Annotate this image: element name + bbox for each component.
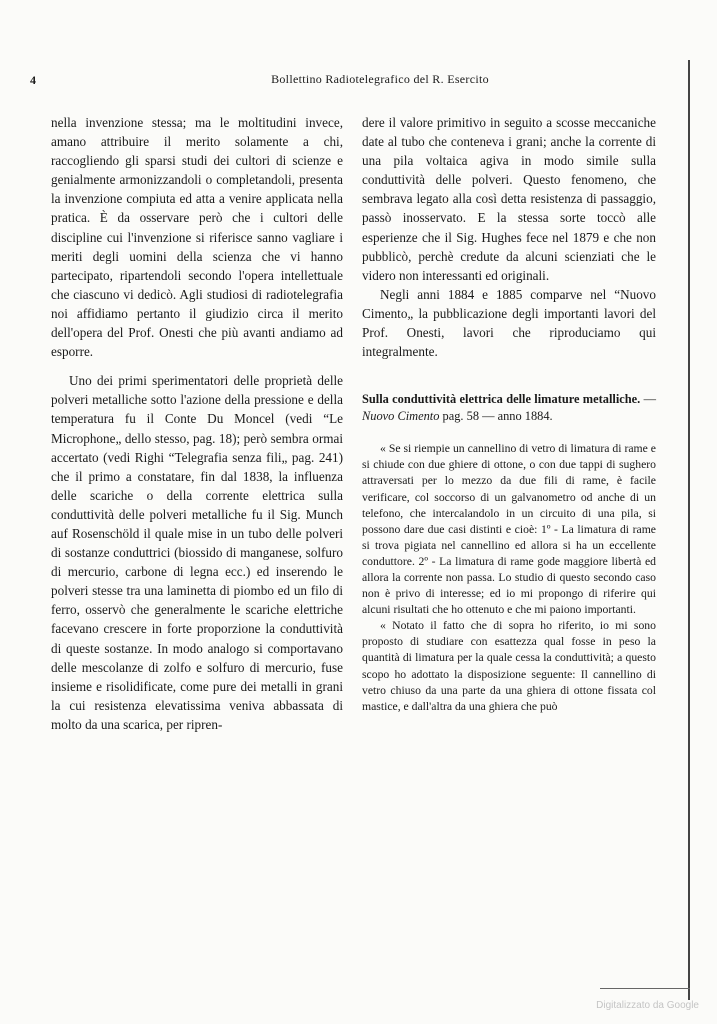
quote-paragraph-2: « Notato il fatto che di sopra ho riferito, io mi sono proposto di studiare con esattezza qual fosse in peso la quantità di limatura per la quale cessa la conduttività; a questo scopo ho adottato la disposizione seguente: Il cannellino di vetro chiuso da una parte da una ghiera di ottone fissata col mastice, e dall'altra da una ghiera che può — [362, 619, 656, 713]
digitization-watermark: Digitalizzato da Google — [596, 1000, 699, 1011]
article-heading — [362, 391, 656, 424]
right-paragraph-2: Negli anni 1884 e 1885 comparve nel “Nuovo Cimento„ la pubblicazione degli importanti lavori del Prof. Onesti, lavori che riproduciamo qui integralmente. — [362, 286, 656, 360]
page-number: 4 — [30, 73, 36, 87]
page-bottom-rule — [600, 988, 690, 989]
right-paragraph-1: dere il valore primitivo in seguito a scosse meccaniche date al tubo che conteneva i grani; anche la corrente di una pila voltaica agiva in modo simile sulla conduttività delle polveri. Questo fenomeno, che sembrava legato alla così detta resistenza di passaggio, passò inosservato. E la stessa sorte toccò alle esperienze che il Sig. Hughes fece nel 1879 e che non pubblicò, perchè credute da alcuni scienziati che le videro non interessanti ed originali. — [362, 115, 656, 283]
article-reference: pag. 58 — anno 1884. — [439, 408, 553, 423]
running-title: Bollettino Radiotelegrafico del R. Esercito — [271, 72, 489, 86]
right-column — [362, 113, 656, 715]
left-paragraph-2: Uno dei primi sperimentatori delle proprietà delle polveri metalliche sotto l'azione della pressione e della temperatura fu il Conte Du Moncel (vedi “Le Microphone„ dello stesso, pag. 18); però sembra ormai accertato (vedi Righi “Telegrafia senza fili„ pag. 241) che il primo a constatare, fin dal 1838, la influenza delle scariche o della corrente elettrica sulla conduttività delle polveri metalliche fu il Sig. Munch auf Rosenschöld il quale mise in un tubo delle polveri di sostanze conduttrici (biossido di manganese, solfuro di mercurio, carbone di legna ecc.) ed inserendo le polveri stesse tra una laminetta di piombo ed un filo di ferro, osservò che generalmente le scariche elettriche facevano crescere in forte proporzione la conduttività di queste sostanze. In modo analogo si comportavano delle mescolanze di zolfo e solfuro di mercurio, fuse insieme e risolidificate, come pure dei metalli in grani la cui resistenza elevatissima veniva abbassata di molto da una scarica, per ripren- — [51, 373, 343, 732]
page-edge-rule — [688, 60, 690, 1000]
left-column — [51, 113, 343, 734]
article-title: Sulla conduttività elettrica delle limature metalliche. — [362, 392, 641, 407]
article-dash: — — [640, 392, 656, 407]
left-paragraph-1: nella invenzione stessa; ma le moltitudini invece, amano attribuire il merito solamente a chi, raccogliendo gli sparsi studi dei cultori di scienze e genialmente armonizzandoli o completandoli, presenta la invenzione compiuta ed atta a venire applicata nella pratica. È da osservare però che i cultori delle discipline cui l'invenzione si riferisce sanno vagliare i meriti degli uomini della scienza che vi hanno partecipato, ripartendoli secondo l'opera intellettuale che ciascuno vi dedicò. Agli studiosi di radiotelegrafia noi affidiamo pertanto il giudizio circa il merito dell'opera del Prof. Onesti che più avanti andiamo ad esporre. — [51, 115, 343, 360]
quote-paragraph-1: « Se si riempie un cannellino di vetro di limatura di rame e si chiude con due ghiere di ottone, o con due tappi di sughero attraversati per lo mezzo da due fili di rame, è facile verificare, col soccorso di un galvanometro od anche di un telefono, che intercalandolo in un circuito di una pila, si possono dare due casi distinti e cioè: 1º - La limatura di rame si trova pigiata nel cannellino ed allora si ha un eccellente conduttore. 2º - La limatura di rame gode maggiore libertà ed allora la corrente non passa. Lo studio di questo secondo caso non è privo di interesse; ed io mi propongo di riferire qui alcuni risultati che ho ottenuto e che mi paiono importanti. — [362, 442, 656, 617]
article-source: Nuovo Cimento — [362, 408, 440, 423]
